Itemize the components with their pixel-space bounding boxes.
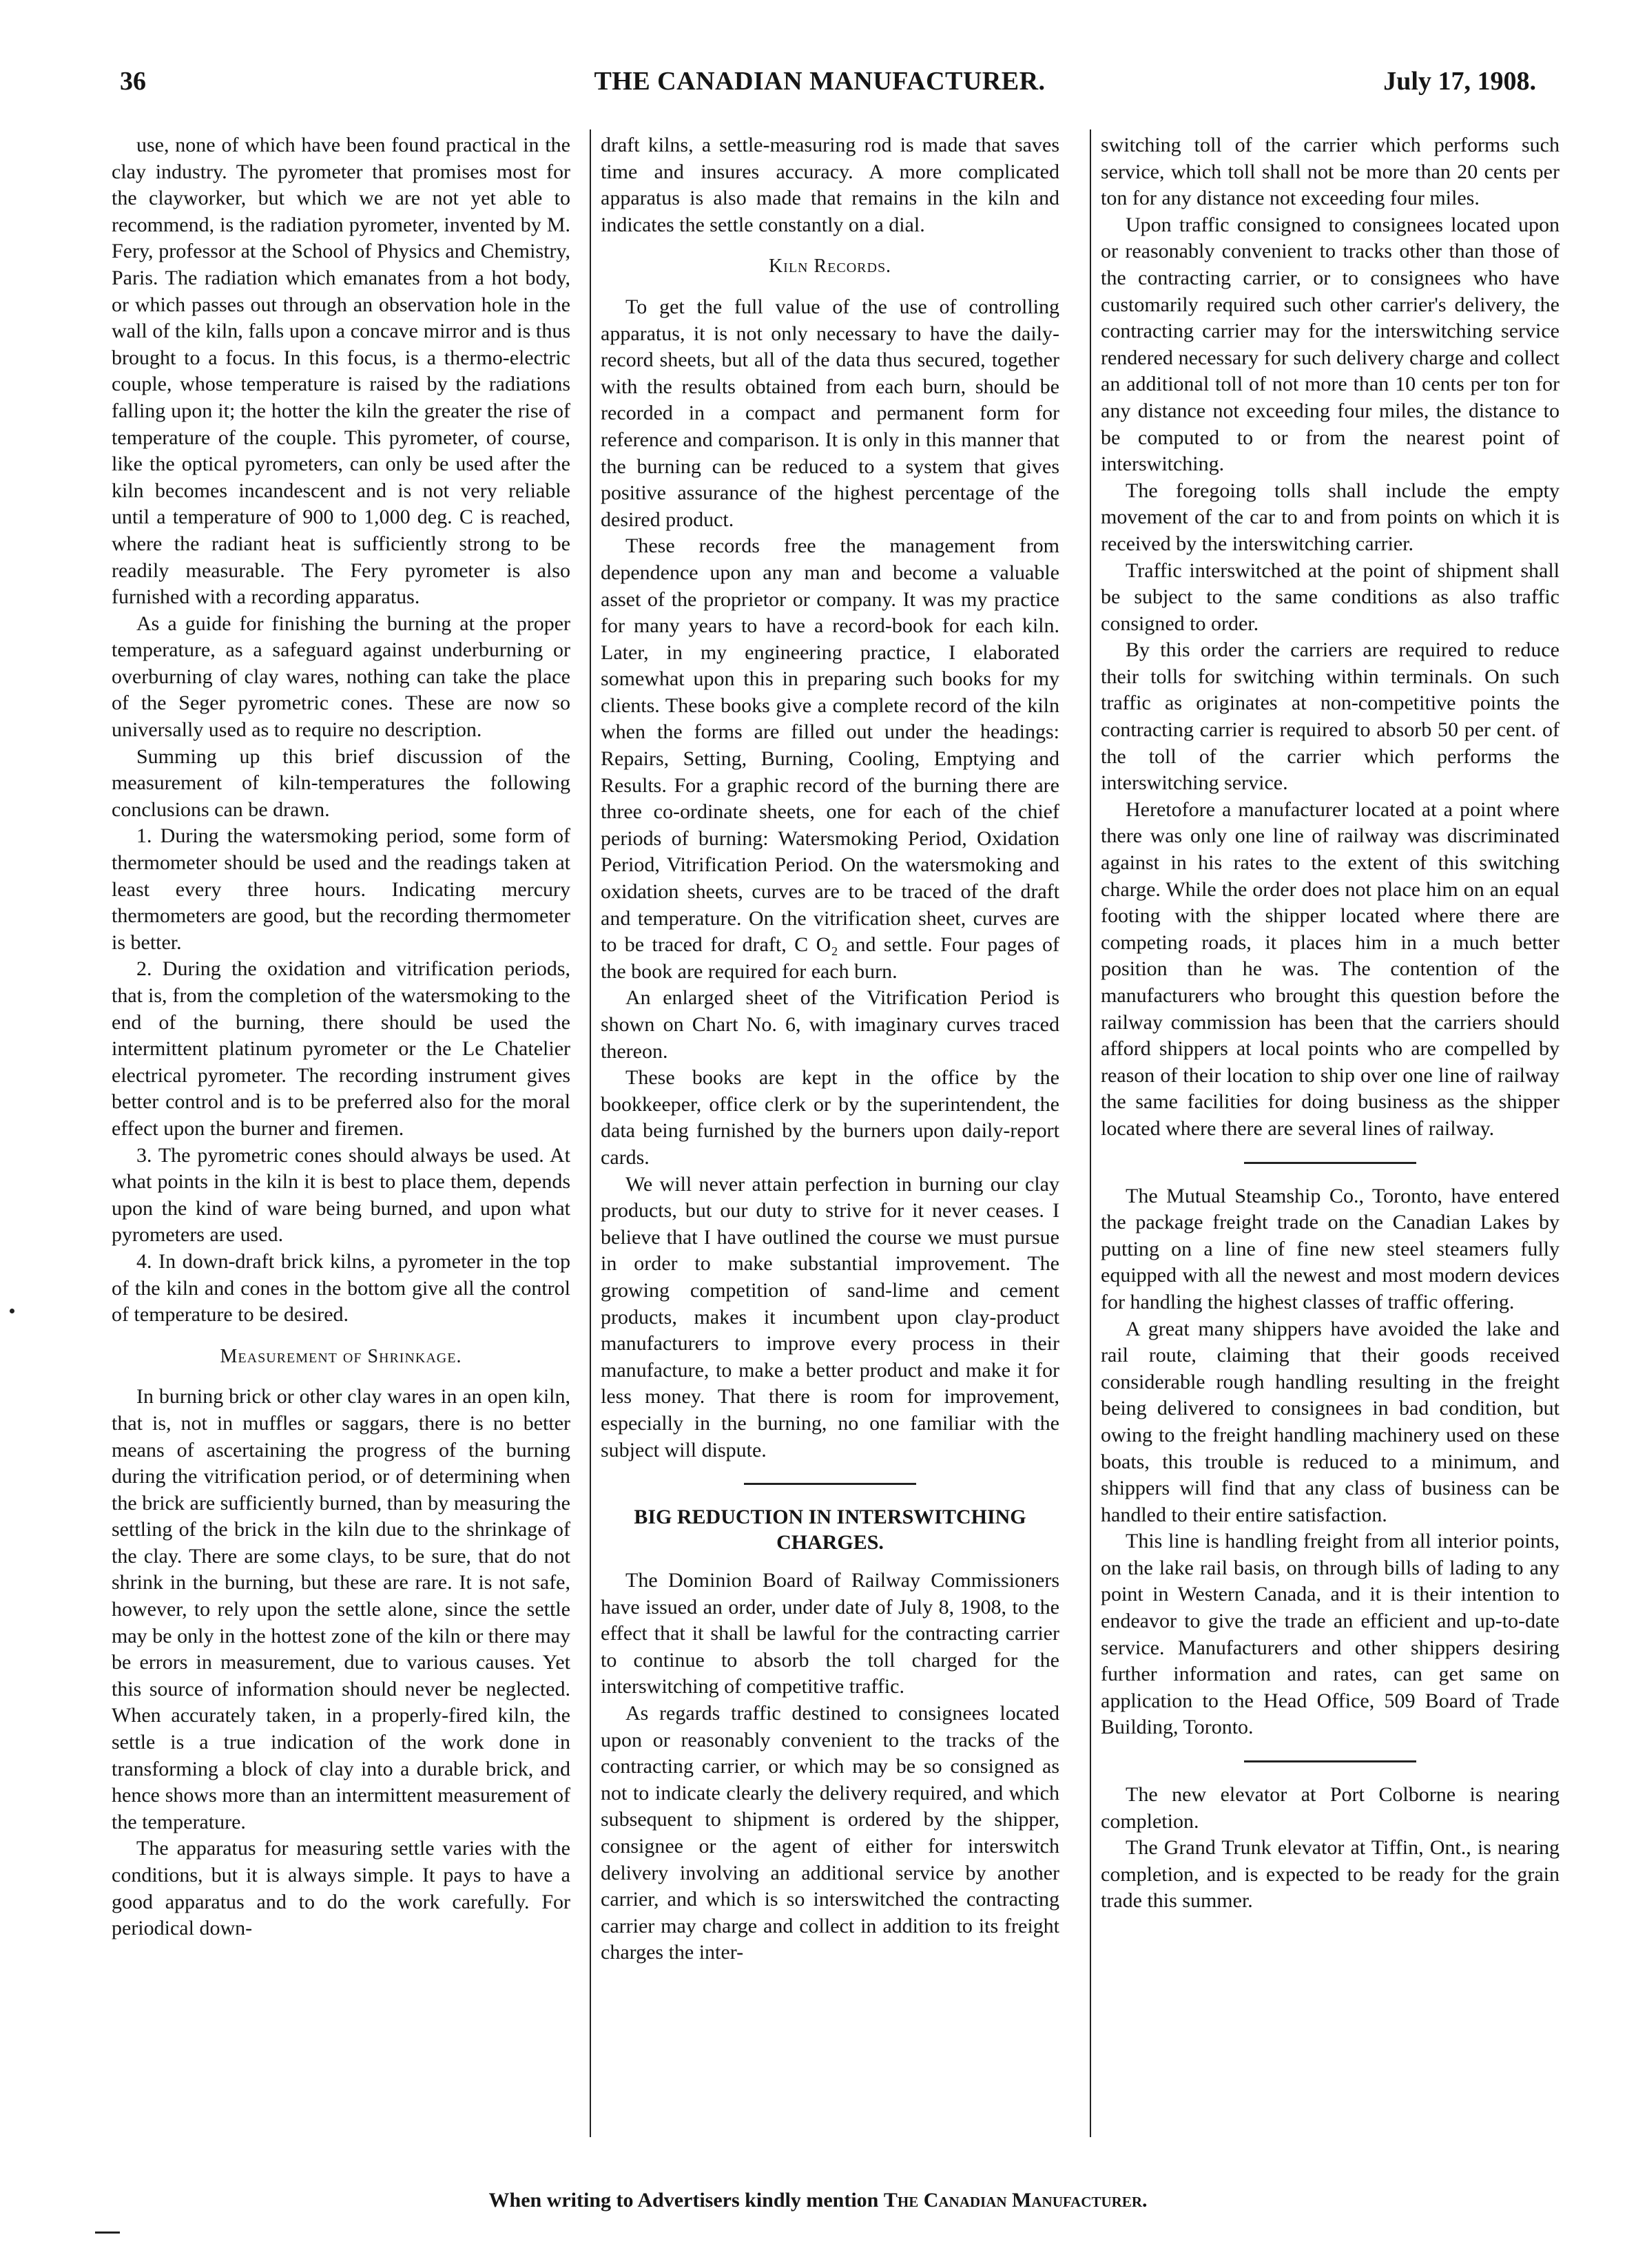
paragraph: These books are kept in the office by the bookkeeper, office clerk or by the superintendent, the data being furnished by the burners upon daily-report cards. [601, 1066, 1059, 1169]
paragraph: switching toll of the carrier which performs such service, which toll shall not be more than 20 cents per ton for any distance not exceeding four miles. [1101, 134, 1560, 210]
paragraph: 2. During the oxidation and vitrification periods, that is, from the completion of the watersmoking to the end of the burning, there should be used the intermittent platinum pyrometer or the Le Chatelier electrical pyrometer. The recording instrument gives better control and is to be preferred also for the moral effect upon the burner and firemen. [112, 957, 570, 1140]
paragraph: Traffic interswitched at the point of shipment shall be subject to the same conditions as also traffic consigned to order. [1101, 559, 1560, 635]
margin-mark [95, 2231, 120, 2234]
page-header [103, 66, 1536, 107]
margin-dot [10, 1309, 14, 1313]
column-right [1101, 132, 1560, 2143]
section-heading: Kiln Records. [768, 256, 892, 278]
paragraph: An enlarged sheet of the Vitrification Period is shown on Chart No. 6, with imaginary curves traced thereon. [601, 986, 1059, 1063]
page-number: 36 [120, 67, 146, 96]
footer-text: When writing to Advertisers kindly mention [488, 2189, 884, 2212]
paragraph: Heretofore a manufacturer located at a point where there was only one line of railway was discriminated against in his rates to the extent of this switching charge. While the order does not place him on an equal footing with the shipper located where there are competing roads, it places him in a much better position than he was. The contention of the manufacturers who brought this question before the railway commission has been that the carriers should afford shippers at local points who are compelled by reason of their location to ship over one line of railway the same facilities for doing business as the shipper located where there are several lines of railway. [1101, 798, 1560, 1140]
paragraph: The Mutual Steamship Co., Toronto, have entered the package freight trade on the Canadian Lakes by putting on a line of fine new steel steamers fully equipped with all the newest and most modern devices for handling the highest classes of traffic offering. [1101, 1184, 1560, 1313]
paragraph: As regards traffic destined to consignees located upon or reasonably convenient to the tracks of the contracting carrier, or which may be so consigned as not to indicate clearly the delivery required, and which subsequent to shipment is ordered by the shipper, consignee or the agent of either for interswitch delivery involving an additional service by another carrier, and which is so interswitched the contracting carrier may charge and collect in addition to its freight charges the inter- [601, 1702, 1059, 1964]
paragraph: 1. During the watersmoking period, some form of thermometer should be used and the readings taken at least every three hours. Indicating mercury thermometers are good, but the recording thermometer is better. [112, 824, 570, 954]
paragraph: This line is handling freight from all interior points, on the lake rail basis, on through bills of lading to any point in Western Canada, and it is their intention to endeavor to give the trade an efficient and up-to-date service. Manufacturers and other shippers desiring further information and rates, can get same on application to the Head Office, 509 Board of Trade Building, Toronto. [1101, 1530, 1560, 1739]
column-rule-right [1090, 129, 1091, 2137]
section-heading: Measurement of Shrinkage. [220, 1345, 462, 1367]
paragraph: The Grand Trunk elevator at Tiffin, Ont., is nearing completion, and is expected to be ready for the grain trade this summer. [1101, 1836, 1560, 1913]
paragraph: These records free the management from dependence upon any man and become a valuable asset of the proprietor or company. It was my practice for many years to have a record-book for each kiln. Later, in my engineering practice, I elaborated somewhat upon this in preparing such books for my clients. These books give a complete record of the kiln when the forms are filled out under the headings: Repairs, Setting, Burning, Cooling, Emptying and Results. For a graphic record of the burning there are three co-ordinate sheets, one for each of the chief periods of burning: Watersmoking Period, Oxidation Period, Vitrification Period. On the watersmoking and oxidation sheets, curves are to be traced of the draft and temperature. On the vitrification sheet, curves are to be traced for draft, C O₂ and settle. Four pages of the book are required for each burn. [601, 534, 1059, 983]
page-footer [0, 2189, 1636, 2212]
paragraph: 4. In down-draft brick kilns, a pyrometer in the top of the kiln and cones in the bottom give all the control of temperature to be desired. [112, 1249, 570, 1327]
paragraph: draft kilns, a settle-measuring rod is made that saves time and insures accuracy. A more complicated apparatus is also made that remains in the kiln and indicates the settle constantly on a dial. [601, 134, 1059, 236]
paragraph: Summing up this brief discussion of the measurement of kiln-temperatures the following conclusions can be drawn. [112, 745, 570, 821]
paragraph: In burning brick or other clay wares in an open kiln, that is, not in muffles or saggars, there is no better means of ascertaining the progress of the burning during the vitrification period, or of determining when the brick are sufficiently burned, than by measuring the settling of the brick in the kiln due to the shrinkage of the clay. There are some clays, to be sure, that do not shrink in the burning, but these are rare. It is not safe, however, to rely upon the settle alone, since the settle may be only in the hottest zone of the kiln or there may be errors in measurement, due to various causes. Yet this source of information should never be neglected. When accurately taken, in a properly-fired kiln, the settle is a true indication of the work done in transforming a block of clay into a durable brick, and hence shows more than an intermittent measurement of the temperature. [112, 1385, 570, 1833]
paragraph: The foregoing tolls shall include the empty movement of the car to and from points on which it is received by the interswitching carrier. [1101, 479, 1560, 555]
paragraph: A great many shippers have avoided the lake and rail route, claiming that their goods received considerable rough handling resulting in the freight being delivered to consignees in bad condition, but owing to the freight handling machinery used on these boats, this trouble is reduced to a minimum, and shippers will find that any class of business can be handled to their entire satisfaction. [1101, 1317, 1560, 1526]
paragraph: We will never attain perfection in burning our clay products, but our duty to strive for it never ceases. I believe that I have outlined the course we must pursue in order to make substantial improvement. The growing competition of sand-lime and cement products, makes it incumbent upon clay-product manufacturers to improve every process in their manufacture, to make a better product and make it for less money. That there is room for improvement, especially in the burning, no one familiar with the subject will dispute. [601, 1172, 1059, 1461]
paragraph: Upon traffic consigned to consignees located upon or reasonably convenient to tracks other than those of the contracting carrier, or to consignees who have customarily required such other carrier's delivery, the contracting carrier may for the interswitching service rendered necessary for such delivery charge and collect an additional toll of not more than 10 cents per ton for any distance not exceeding four miles, the distance to be computed to or from the nearest point of interswitching. [1101, 213, 1560, 476]
paragraph: The Dominion Board of Railway Commissioners have issued an order, under date of July 8, 1908, to the effect that it shall be lawful for the contracting carrier to continue to absorb the toll charged for the interswitching of competitive traffic. [601, 1569, 1059, 1698]
article-headline: BIG REDUCTION IN INTERSWITCHING CHARGES. [634, 1506, 1026, 1554]
paragraph: As a guide for finishing the burning at the proper temperature, as a safeguard against underburning or overburning of clay wares, nothing can take the place of the Seger pyrometric cones. These are now so universally used as to require no description. [112, 612, 570, 742]
issue-date: July 17, 1908. [1383, 67, 1536, 96]
column-rule-left [590, 129, 591, 2137]
column-left [112, 132, 570, 2143]
paragraph: To get the full value of the use of controlling apparatus, it is not only necessary to have the daily-record sheets, but all of the data thus secured, together with the results obtained from each burn, should be recorded in a compact and permanent form for reference and comparison. It is only in this manner that the burning can be reduced to a system that gives positive assurance of the highest percentage of the desired product. [601, 295, 1059, 531]
paragraph: use, none of which have been found practical in the clay industry. The pyrometer that promises most for the clayworker, but which we are not yet able to recommend, is the radiation pyrometer, invented by M. Fery, professor at the School of Physics and Chemistry, Paris. The radiation which emanates from a hot body, or which passes out through an observation hole in the wall of the kiln, falls upon a concave mirror and is thus brought to a focus. In this focus, is a thermo-electric couple, whose temperature is raised by the radiations falling upon it; the hotter the kiln the greater the rise of temperature of the couple. This pyrometer, of course, like the optical pyrometers, can only be used after the kiln becomes incandescent and is not very reliable until a temperature of 900 to 1,000 deg. C is reached, where the radiant heat is sufficiently strong to be readily measurable. The Fery pyrometer is also furnished with a recording apparatus. [112, 134, 570, 609]
column-middle [601, 132, 1059, 2143]
section-divider [1244, 1760, 1416, 1762]
paragraph: 3. The pyrometric cones should always be used. At what points in the kiln it is best to place them, depends upon the kind of ware being burned, and upon what pyrometers are used. [112, 1143, 570, 1247]
paragraph: The apparatus for measuring settle varies with the conditions, but it is always simple. It pays to have a good apparatus and to do the work carefully. For periodical down- [112, 1837, 570, 1940]
section-divider [744, 1483, 916, 1485]
paragraph: The new elevator at Port Colborne is nearing completion. [1101, 1783, 1560, 1833]
footer-publication: The Canadian Manufacturer. [883, 2189, 1148, 2212]
section-divider [1244, 1162, 1416, 1164]
paragraph: By this order the carriers are required to reduce their tolls for switching within terminals. On such traffic as originates at non-competitive points the contracting carrier is required to absorb 50 per cent. of the toll of the carrier which performs the interswitching service. [1101, 638, 1560, 795]
publication-title: THE CANADIAN MANUFACTURER. [594, 67, 1046, 96]
